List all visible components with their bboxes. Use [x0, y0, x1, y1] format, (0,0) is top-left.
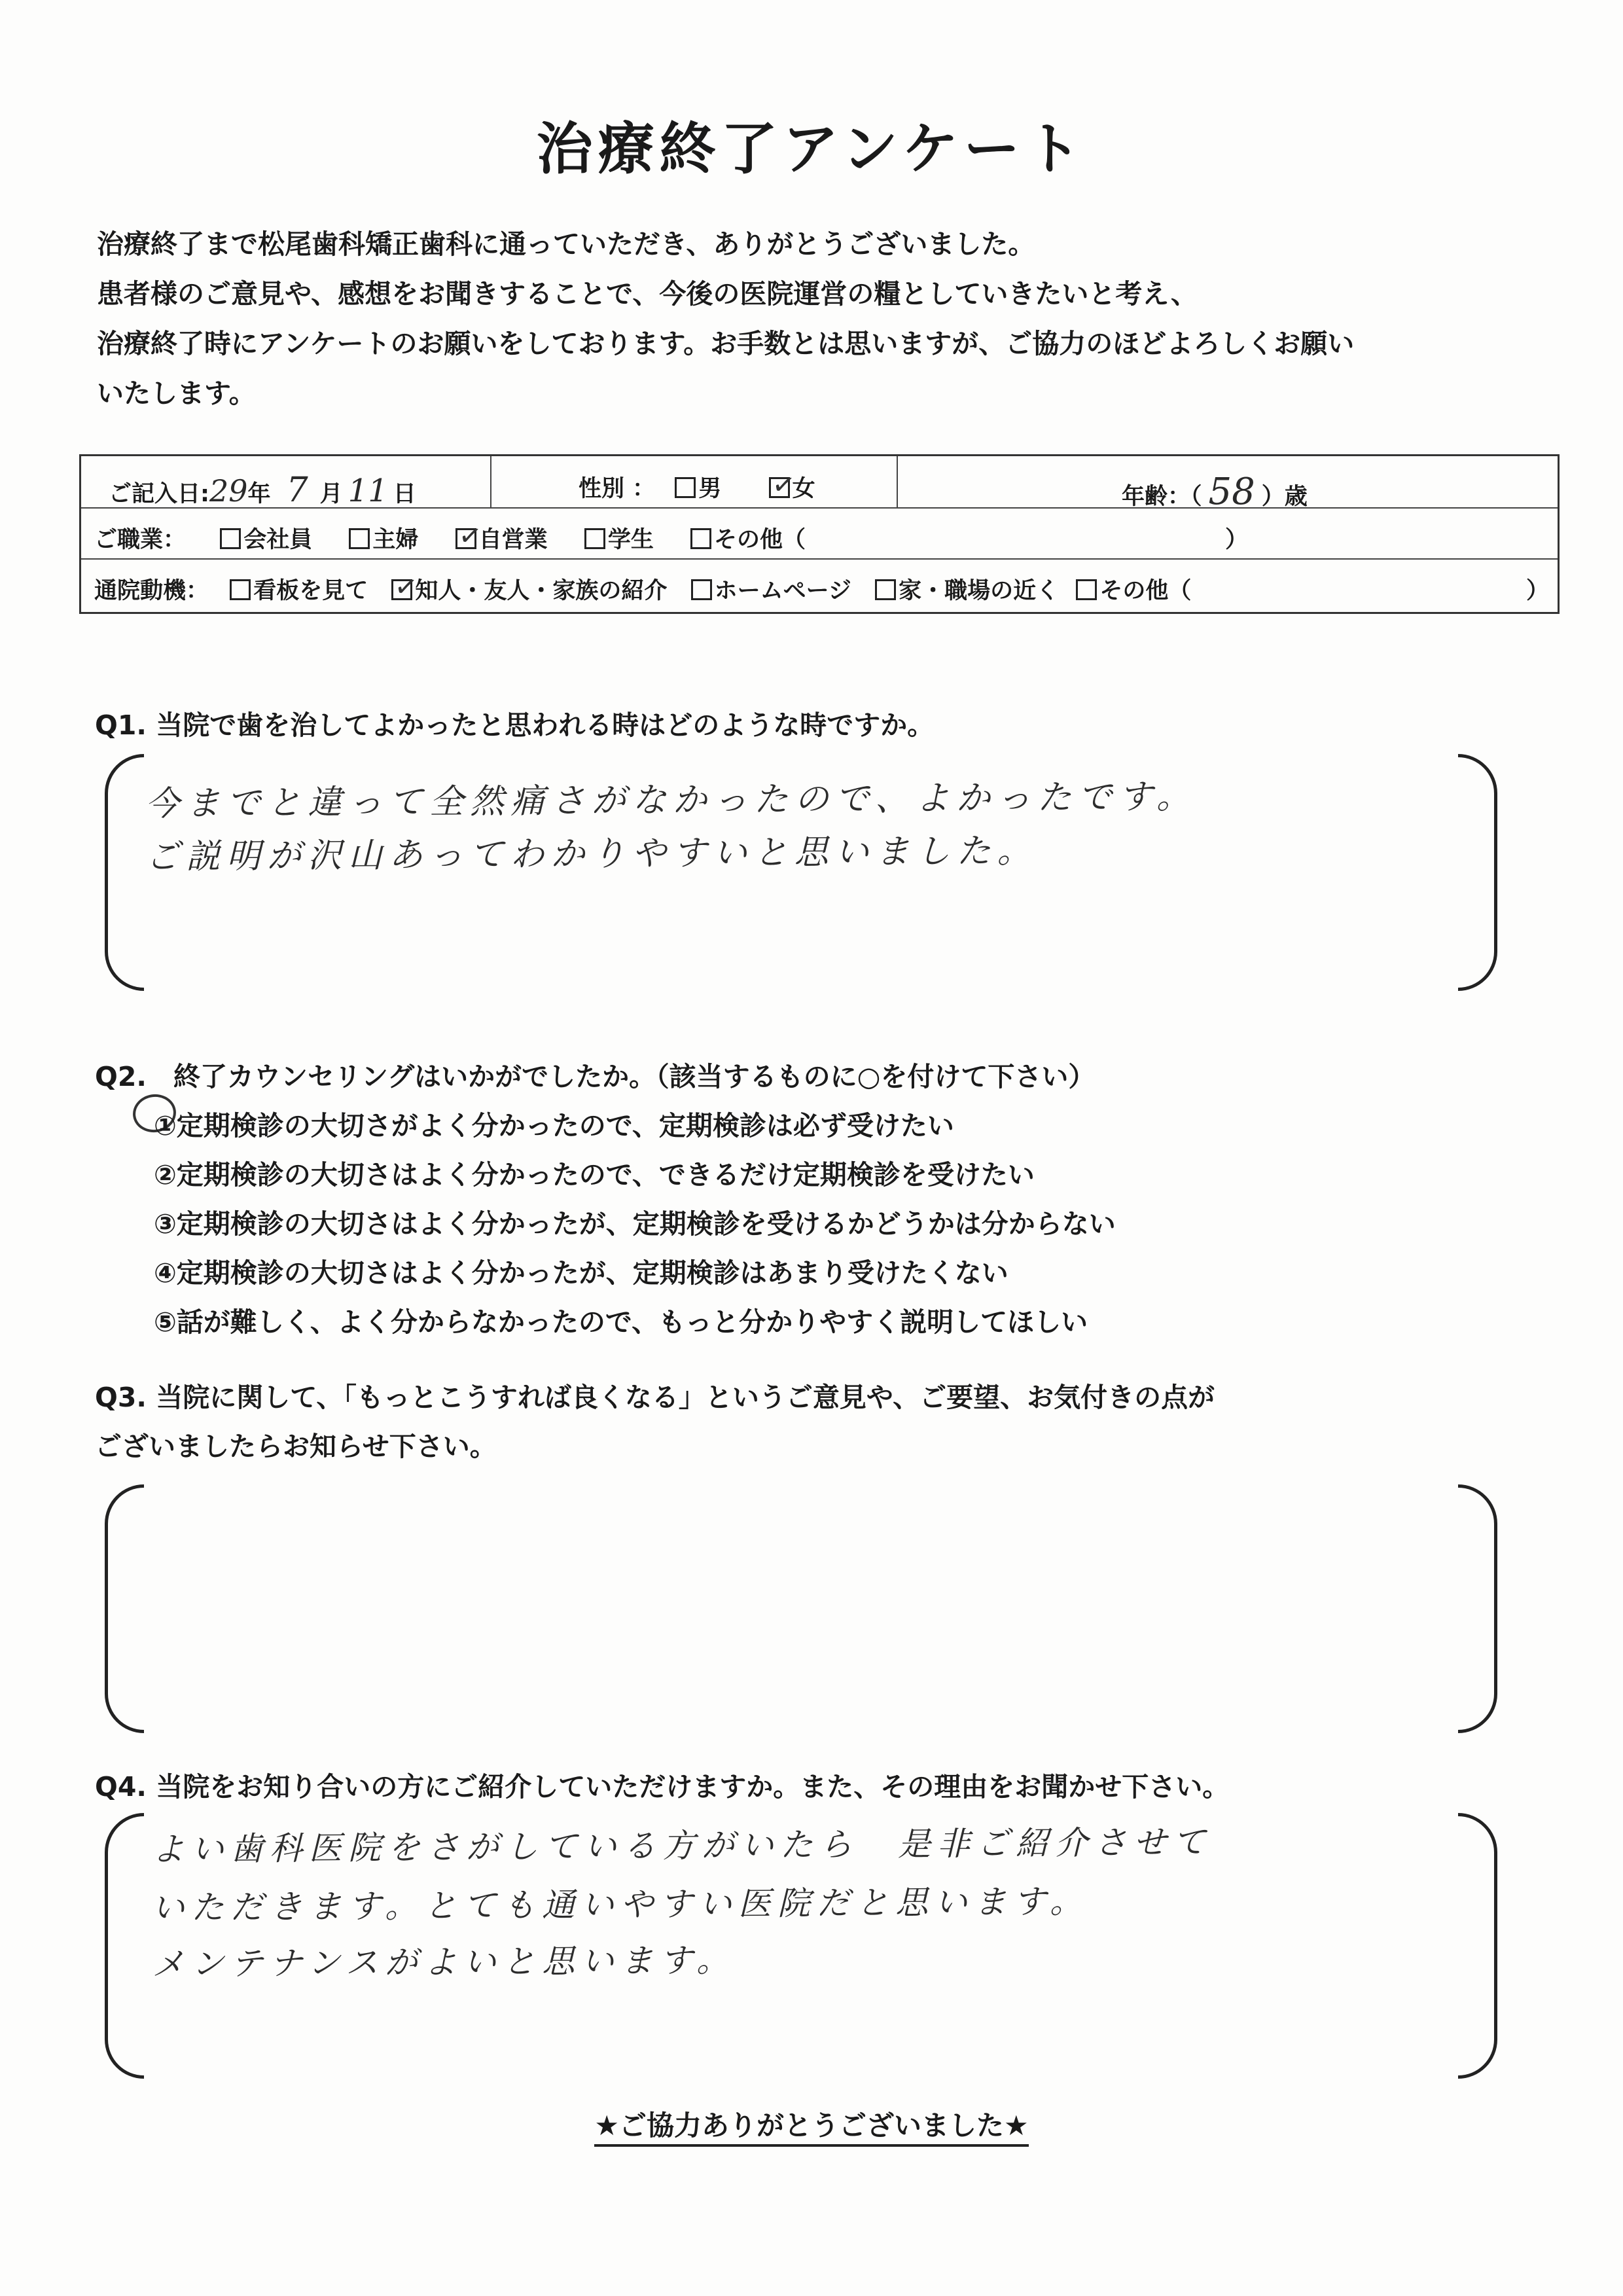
checkbox-checked[interactable]	[391, 569, 420, 605]
date-label: ご記入日:	[109, 481, 209, 507]
answer-bracket-left	[105, 1813, 144, 2079]
divider	[897, 456, 898, 509]
checkbox[interactable]	[875, 579, 896, 600]
intro-line: 患者様のご意見や、感想をお聞きすることで、今後の医院運営の糧としていきたいと考え、	[97, 278, 1198, 310]
checkbox[interactable]	[220, 528, 241, 549]
q3-question-line: ございましたらお知らせ下さい。	[95, 1431, 497, 1462]
answer-bracket-left	[105, 754, 144, 991]
info-table	[79, 454, 1560, 614]
info-row-occupation	[81, 509, 1558, 560]
motive-option-other[interactable]: その他（	[1076, 578, 1191, 604]
gender-option-male[interactable]: 男	[675, 476, 721, 502]
age-field[interactable]	[1122, 471, 1308, 513]
q3-question-line: Q3. 当院に関して、「もっとこうすれば良くなる」というご意見や、ご要望、お気付きの点が	[95, 1382, 1215, 1413]
motive-other-close: ）	[1526, 578, 1550, 604]
q2-option[interactable]: ②定期検診の大切さはよく分かったので、できるだけ定期検診を受けたい	[154, 1159, 1035, 1191]
info-row-date-gender-age	[81, 456, 1558, 513]
gender-option-female[interactable]: ✓ 女	[770, 467, 815, 503]
answer-bracket-right	[1458, 1813, 1497, 2079]
motive-option[interactable]: ホームページ	[691, 578, 851, 604]
checkbox[interactable]	[691, 579, 712, 600]
intro-line: 治療終了まで松尾歯科矯正歯科に通っていただき、ありがとうございました。	[97, 228, 1035, 260]
answer-bracket-right	[1458, 1484, 1497, 1733]
q2-option[interactable]: ①定期検診の大切さがよく分かったので、定期検診は必ず受けたい	[154, 1110, 954, 1141]
checkbox-checked[interactable]	[455, 518, 484, 554]
motive-field	[94, 569, 1192, 605]
job-option-other[interactable]: その他（	[690, 527, 806, 553]
check-mark-icon: ✓	[393, 569, 420, 605]
motive-option-checked[interactable]: ✓ 知人・友人・家族の紹介	[393, 569, 668, 605]
q4-answer-line[interactable]: メンテナンスがよいと思います。	[151, 1941, 736, 1984]
check-mark-icon: ✓	[770, 467, 798, 503]
occupation-other-close: ）	[1225, 527, 1249, 553]
q2-option[interactable]: ⑤話が難しく、よく分からなかったので、もっと分かりやすく説明してほしい	[154, 1306, 1088, 1338]
page-title: 治療終了アンケート	[536, 117, 1087, 182]
footer-text: ★ご協力ありがとうございました★	[594, 2109, 1028, 2147]
age-value: 58	[1208, 471, 1255, 513]
job-option[interactable]: 学生	[584, 527, 654, 553]
age-suffix: ）歳	[1261, 484, 1308, 510]
q2-option[interactable]: ③定期検診の大切さはよく分かったが、定期検診を受けるかどうかは分からない	[154, 1208, 1116, 1240]
date-year-value: 29	[209, 473, 248, 509]
intro-text	[97, 219, 1504, 418]
checkbox[interactable]	[1076, 579, 1097, 600]
q4-question: Q4. 当院をお知り合いの方にご紹介していただけますか。また、その理由をお聞かせ下さい。	[95, 1771, 1230, 1803]
job-option-checked[interactable]: ✓ 自営業	[456, 518, 548, 554]
q1-question: Q1. 当院で歯を治してよかったと思われる時はどのような時ですか。	[95, 709, 935, 741]
day-unit: 日	[393, 481, 416, 507]
q4-answer-line[interactable]: よい歯科医院をさがしている方がいたら 是非ご紹介させて	[151, 1823, 1213, 1869]
q1-answer-line[interactable]: ご説明が沢山あってわかりやすいと思いました。	[145, 831, 1038, 877]
motive-option[interactable]: 家・職場の近く	[875, 578, 1059, 604]
job-option[interactable]: 会社員	[220, 527, 312, 553]
check-mark-icon: ✓	[456, 518, 484, 554]
q2-option[interactable]: ④定期検診の大切さはよく分かったが、定期検診はあまり受けたくない	[154, 1257, 1008, 1289]
checkbox[interactable]	[349, 528, 370, 549]
date-month-value: 7	[286, 471, 308, 510]
answer-bracket-left	[105, 1484, 144, 1733]
checkbox[interactable]	[584, 528, 605, 549]
gender-label: 性別 ：	[579, 476, 656, 502]
q4-answer-line[interactable]: いただきます。とても通いやすい医院だと思います。	[151, 1882, 1090, 1927]
month-unit: 月	[319, 481, 343, 507]
checkbox[interactable]	[690, 528, 711, 549]
date-day-value: 11	[348, 473, 388, 509]
intro-line: いたします。	[97, 378, 256, 409]
occupation-label: ご職業：	[94, 527, 187, 553]
job-option[interactable]: 主婦	[349, 527, 418, 553]
info-row-motive	[81, 560, 1558, 612]
occupation-field	[94, 518, 806, 554]
checkbox-checked[interactable]	[769, 467, 798, 503]
q2-question: Q2. 終了カウンセリングはいかがでしたか。（該当するものに○を付けて下さい）	[95, 1061, 1096, 1092]
checkbox[interactable]	[675, 477, 696, 498]
checkbox[interactable]	[230, 579, 251, 600]
motive-option[interactable]: 看板を見て	[230, 578, 368, 604]
motive-label: 通院動機：	[94, 578, 209, 604]
gender-field	[579, 467, 815, 503]
divider	[490, 456, 491, 509]
date-field[interactable]	[109, 471, 416, 510]
intro-line: 治療終了時にアンケートのお願いをしております。お手数とは思いますが、ご協力のほどよろしくお願い	[97, 328, 1355, 359]
q1-answer-line[interactable]: 今までと違って全然痛さがなかったので、よかったです。	[145, 777, 1198, 824]
age-label: 年齢：（	[1122, 484, 1202, 510]
q3-answer-area[interactable]	[151, 1499, 1446, 1721]
answer-bracket-right	[1458, 754, 1497, 991]
year-unit: 年	[247, 481, 271, 507]
footer-thanks	[0, 2104, 1623, 2144]
